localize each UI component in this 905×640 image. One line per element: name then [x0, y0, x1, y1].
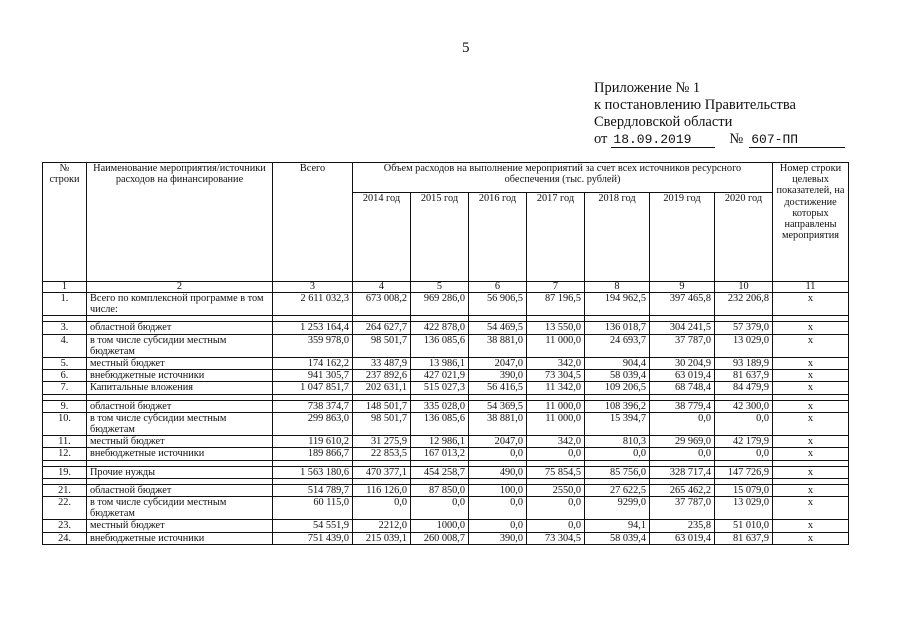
row-year-value-cell: 13 550,0: [527, 322, 585, 334]
row-year-value-cell: 87 196,5: [527, 293, 585, 316]
row-year-value-cell: 11 000,0: [527, 400, 585, 412]
row-year-value-cell: 390,0: [469, 370, 527, 382]
row-number-cell: 3.: [43, 322, 87, 334]
row-year-value-cell: 136 018,7: [585, 322, 650, 334]
row-year-value-cell: 100,0: [469, 484, 527, 496]
row-year-value-cell: 81 637,9: [715, 370, 773, 382]
row-year-value-cell: 454 258,7: [411, 466, 469, 478]
header-total: Всего: [273, 163, 353, 282]
row-year-value-cell: 98 501,7: [353, 412, 411, 435]
row-year-value-cell: 2550,0: [527, 484, 585, 496]
header-target: Номер строки целевых показателей, на достижение которых направлены мероприятия: [773, 163, 849, 282]
row-total-cell: 359 978,0: [273, 334, 353, 357]
row-year-value-cell: 2212,0: [353, 520, 411, 532]
row-year-value-cell: 0,0: [527, 497, 585, 520]
row-year-value-cell: 15 079,0: [715, 484, 773, 496]
row-year-value-cell: 969 286,0: [411, 293, 469, 316]
row-year-value-cell: 37 787,0: [650, 334, 715, 357]
row-year-value-cell: 0,0: [527, 520, 585, 532]
row-number-cell: 10.: [43, 412, 87, 435]
row-name-cell: Всего по комплексной программе в том числе:: [87, 293, 273, 316]
row-target-cell: х: [773, 400, 849, 412]
row-year-value-cell: 397 465,8: [650, 293, 715, 316]
decree-date: 18.09.2019: [611, 133, 715, 148]
row-year-value-cell: 0,0: [715, 448, 773, 460]
row-number-cell: 4.: [43, 334, 87, 357]
row-year-value-cell: 11 000,0: [527, 412, 585, 435]
row-year-value-cell: 68 748,4: [650, 382, 715, 394]
row-year-value-cell: 490,0: [469, 466, 527, 478]
row-year-value-cell: 29 969,0: [650, 436, 715, 448]
header-row-number: № строки: [43, 163, 87, 282]
row-year-value-cell: 0,0: [650, 448, 715, 460]
row-total-cell: 514 789,7: [273, 484, 353, 496]
appendix-line-3: Свердловской области: [594, 114, 733, 130]
row-year-value-cell: 85 756,0: [585, 466, 650, 478]
row-total-cell: 299 863,0: [273, 412, 353, 435]
row-year-value-cell: 470 377,1: [353, 466, 411, 478]
row-year-value-cell: 0,0: [527, 448, 585, 460]
row-target-cell: х: [773, 293, 849, 316]
row-year-value-cell: 13 986,1: [411, 358, 469, 370]
row-target-cell: х: [773, 448, 849, 460]
column-index-cell: 11: [773, 282, 849, 293]
row-target-cell: х: [773, 520, 849, 532]
row-year-value-cell: 13 029,0: [715, 497, 773, 520]
column-index-cell: 8: [585, 282, 650, 293]
row-year-value-cell: 0,0: [469, 448, 527, 460]
row-target-cell: х: [773, 358, 849, 370]
row-total-cell: 941 305,7: [273, 370, 353, 382]
row-year-value-cell: 109 206,5: [585, 382, 650, 394]
row-year-value-cell: 73 304,5: [527, 370, 585, 382]
row-year-value-cell: 342,0: [527, 358, 585, 370]
header-volume: Объем расходов на выполнение мероприятий за счет всех источников ресурсного обеспечения (тыс. рублей): [353, 163, 773, 193]
row-year-value-cell: 515 027,3: [411, 382, 469, 394]
row-year-value-cell: 11 342,0: [527, 382, 585, 394]
row-year-value-cell: 15 394,7: [585, 412, 650, 435]
row-year-value-cell: 0,0: [585, 448, 650, 460]
row-year-value-cell: 81 637,9: [715, 532, 773, 544]
row-year-value-cell: 2047,0: [469, 436, 527, 448]
row-year-value-cell: 51 010,0: [715, 520, 773, 532]
row-total-cell: 1 563 180,6: [273, 466, 353, 478]
row-year-value-cell: 0,0: [715, 412, 773, 435]
row-year-value-cell: 57 379,0: [715, 322, 773, 334]
column-index-cell: 7: [527, 282, 585, 293]
table-row: [43, 370, 849, 382]
row-number-cell: 7.: [43, 382, 87, 394]
row-name-cell: местный бюджет: [87, 358, 273, 370]
row-year-value-cell: 215 039,1: [353, 532, 411, 544]
column-index-cell: 4: [353, 282, 411, 293]
header-year: 2020 год: [715, 193, 773, 282]
row-year-value-cell: 116 126,0: [353, 484, 411, 496]
column-index-cell: 1: [43, 282, 87, 293]
number-prefix: №: [729, 131, 744, 147]
row-total-cell: 54 551,9: [273, 520, 353, 532]
column-index-cell: 2: [87, 282, 273, 293]
row-year-value-cell: 904,4: [585, 358, 650, 370]
row-total-cell: 119 610,2: [273, 436, 353, 448]
row-number-cell: 12.: [43, 448, 87, 460]
row-year-value-cell: 75 854,5: [527, 466, 585, 478]
decree-number: 607-ПП: [749, 133, 845, 148]
row-total-cell: 189 866,7: [273, 448, 353, 460]
row-year-value-cell: 58 039,4: [585, 532, 650, 544]
row-year-value-cell: 37 787,0: [650, 497, 715, 520]
row-target-cell: х: [773, 532, 849, 544]
row-year-value-cell: 202 631,1: [353, 382, 411, 394]
row-year-value-cell: 260 008,7: [411, 532, 469, 544]
row-total-cell: 174 162,2: [273, 358, 353, 370]
row-year-value-cell: 54 469,5: [469, 322, 527, 334]
row-year-value-cell: 98 501,7: [353, 334, 411, 357]
row-year-value-cell: 342,0: [527, 436, 585, 448]
row-target-cell: х: [773, 322, 849, 334]
row-year-value-cell: 30 204,9: [650, 358, 715, 370]
row-target-cell: х: [773, 484, 849, 496]
row-target-cell: х: [773, 412, 849, 435]
row-year-value-cell: 9299,0: [585, 497, 650, 520]
row-year-value-cell: 673 008,2: [353, 293, 411, 316]
row-number-cell: 1.: [43, 293, 87, 316]
row-year-value-cell: 136 085,6: [411, 334, 469, 357]
header-year: 2018 год: [585, 193, 650, 282]
row-year-value-cell: 56 416,5: [469, 382, 527, 394]
row-year-value-cell: 237 892,6: [353, 370, 411, 382]
column-index-cell: 6: [469, 282, 527, 293]
row-year-value-cell: 147 726,9: [715, 466, 773, 478]
row-year-value-cell: 42 179,9: [715, 436, 773, 448]
appendix-title: Приложение № 1: [594, 80, 701, 96]
row-year-value-cell: 24 693,7: [585, 334, 650, 357]
row-name-cell: в том числе субсидии местным бюджетам: [87, 497, 273, 520]
row-year-value-cell: 304 241,5: [650, 322, 715, 334]
row-name-cell: областной бюджет: [87, 322, 273, 334]
appendix-block: [594, 80, 845, 148]
table-row: [43, 448, 849, 460]
table-row: [43, 520, 849, 532]
row-target-cell: х: [773, 334, 849, 357]
row-target-cell: х: [773, 497, 849, 520]
appendix-dateline: [594, 131, 845, 148]
row-total-cell: 738 374,7: [273, 400, 353, 412]
table-row: [43, 436, 849, 448]
row-year-value-cell: 54 369,5: [469, 400, 527, 412]
table-row: [43, 466, 849, 478]
row-year-value-cell: 38 779,4: [650, 400, 715, 412]
row-name-cell: областной бюджет: [87, 400, 273, 412]
row-year-value-cell: 93 189,9: [715, 358, 773, 370]
row-year-value-cell: 58 039,4: [585, 370, 650, 382]
row-year-value-cell: 335 028,0: [411, 400, 469, 412]
row-year-value-cell: 390,0: [469, 532, 527, 544]
table-row: [43, 358, 849, 370]
row-target-cell: х: [773, 466, 849, 478]
row-number-cell: 5.: [43, 358, 87, 370]
row-total-cell: 1 253 164,4: [273, 322, 353, 334]
table-row: [43, 334, 849, 357]
row-total-cell: 1 047 851,7: [273, 382, 353, 394]
row-name-cell: областной бюджет: [87, 484, 273, 496]
row-year-value-cell: 12 986,1: [411, 436, 469, 448]
row-year-value-cell: 0,0: [353, 497, 411, 520]
column-index-cell: 10: [715, 282, 773, 293]
header-year: 2016 год: [469, 193, 527, 282]
row-year-value-cell: 27 622,5: [585, 484, 650, 496]
row-year-value-cell: 108 396,2: [585, 400, 650, 412]
column-index-cell: 9: [650, 282, 715, 293]
row-year-value-cell: 810,3: [585, 436, 650, 448]
row-year-value-cell: 0,0: [650, 412, 715, 435]
row-year-value-cell: 22 853,5: [353, 448, 411, 460]
page-number: 5: [462, 40, 470, 56]
row-year-value-cell: 0,0: [469, 497, 527, 520]
table-row: [43, 497, 849, 520]
row-year-value-cell: 63 019,4: [650, 532, 715, 544]
row-target-cell: х: [773, 382, 849, 394]
row-name-cell: местный бюджет: [87, 520, 273, 532]
table-row: [43, 484, 849, 496]
row-name-cell: внебюджетные источники: [87, 532, 273, 544]
row-year-value-cell: 136 085,6: [411, 412, 469, 435]
row-year-value-cell: 31 275,9: [353, 436, 411, 448]
header-year: 2019 год: [650, 193, 715, 282]
row-year-value-cell: 427 021,9: [411, 370, 469, 382]
row-year-value-cell: 63 019,4: [650, 370, 715, 382]
row-year-value-cell: 167 013,2: [411, 448, 469, 460]
row-total-cell: 60 115,0: [273, 497, 353, 520]
appendix-line-2: к постановлению Правительства: [594, 97, 796, 113]
header-year: 2017 год: [527, 193, 585, 282]
row-year-value-cell: 38 881,0: [469, 334, 527, 357]
row-name-cell: Прочие нужды: [87, 466, 273, 478]
table-row: [43, 400, 849, 412]
row-year-value-cell: 0,0: [411, 497, 469, 520]
row-number-cell: 22.: [43, 497, 87, 520]
row-year-value-cell: 56 906,5: [469, 293, 527, 316]
row-number-cell: 23.: [43, 520, 87, 532]
row-year-value-cell: 38 881,0: [469, 412, 527, 435]
row-year-value-cell: 1000,0: [411, 520, 469, 532]
row-year-value-cell: 265 462,2: [650, 484, 715, 496]
row-year-value-cell: 2047,0: [469, 358, 527, 370]
row-number-cell: 6.: [43, 370, 87, 382]
row-year-value-cell: 33 487,9: [353, 358, 411, 370]
table-row: [43, 532, 849, 544]
row-year-value-cell: 232 206,8: [715, 293, 773, 316]
row-year-value-cell: 73 304,5: [527, 532, 585, 544]
header-name: Наименование мероприятия/источники расходов на финансирование: [87, 163, 273, 282]
row-year-value-cell: 235,8: [650, 520, 715, 532]
row-total-cell: 751 439,0: [273, 532, 353, 544]
row-name-cell: внебюджетные источники: [87, 448, 273, 460]
row-year-value-cell: 42 300,0: [715, 400, 773, 412]
row-number-cell: 19.: [43, 466, 87, 478]
row-year-value-cell: 94,1: [585, 520, 650, 532]
row-year-value-cell: 0,0: [469, 520, 527, 532]
budget-table: [42, 162, 849, 545]
row-name-cell: местный бюджет: [87, 436, 273, 448]
column-index-cell: 5: [411, 282, 469, 293]
column-index-cell: 3: [273, 282, 353, 293]
row-name-cell: Капитальные вложения: [87, 382, 273, 394]
table-row: [43, 382, 849, 394]
row-year-value-cell: 87 850,0: [411, 484, 469, 496]
row-year-value-cell: 264 627,7: [353, 322, 411, 334]
date-prefix: от: [594, 131, 608, 147]
row-total-cell: 2 611 032,3: [273, 293, 353, 316]
table-row: [43, 293, 849, 316]
row-year-value-cell: 328 717,4: [650, 466, 715, 478]
row-name-cell: внебюджетные источники: [87, 370, 273, 382]
table-row: [43, 412, 849, 435]
row-year-value-cell: 11 000,0: [527, 334, 585, 357]
row-year-value-cell: 194 962,5: [585, 293, 650, 316]
row-year-value-cell: 84 479,9: [715, 382, 773, 394]
row-name-cell: в том числе субсидии местным бюджетам: [87, 334, 273, 357]
header-year: 2014 год: [353, 193, 411, 282]
header-year: 2015 год: [411, 193, 469, 282]
row-target-cell: х: [773, 370, 849, 382]
row-number-cell: 11.: [43, 436, 87, 448]
row-name-cell: в том числе субсидии местным бюджетам: [87, 412, 273, 435]
table-row: [43, 322, 849, 334]
row-number-cell: 9.: [43, 400, 87, 412]
row-year-value-cell: 13 029,0: [715, 334, 773, 357]
row-target-cell: х: [773, 436, 849, 448]
row-number-cell: 21.: [43, 484, 87, 496]
row-year-value-cell: 148 501,7: [353, 400, 411, 412]
row-number-cell: 24.: [43, 532, 87, 544]
row-year-value-cell: 422 878,0: [411, 322, 469, 334]
